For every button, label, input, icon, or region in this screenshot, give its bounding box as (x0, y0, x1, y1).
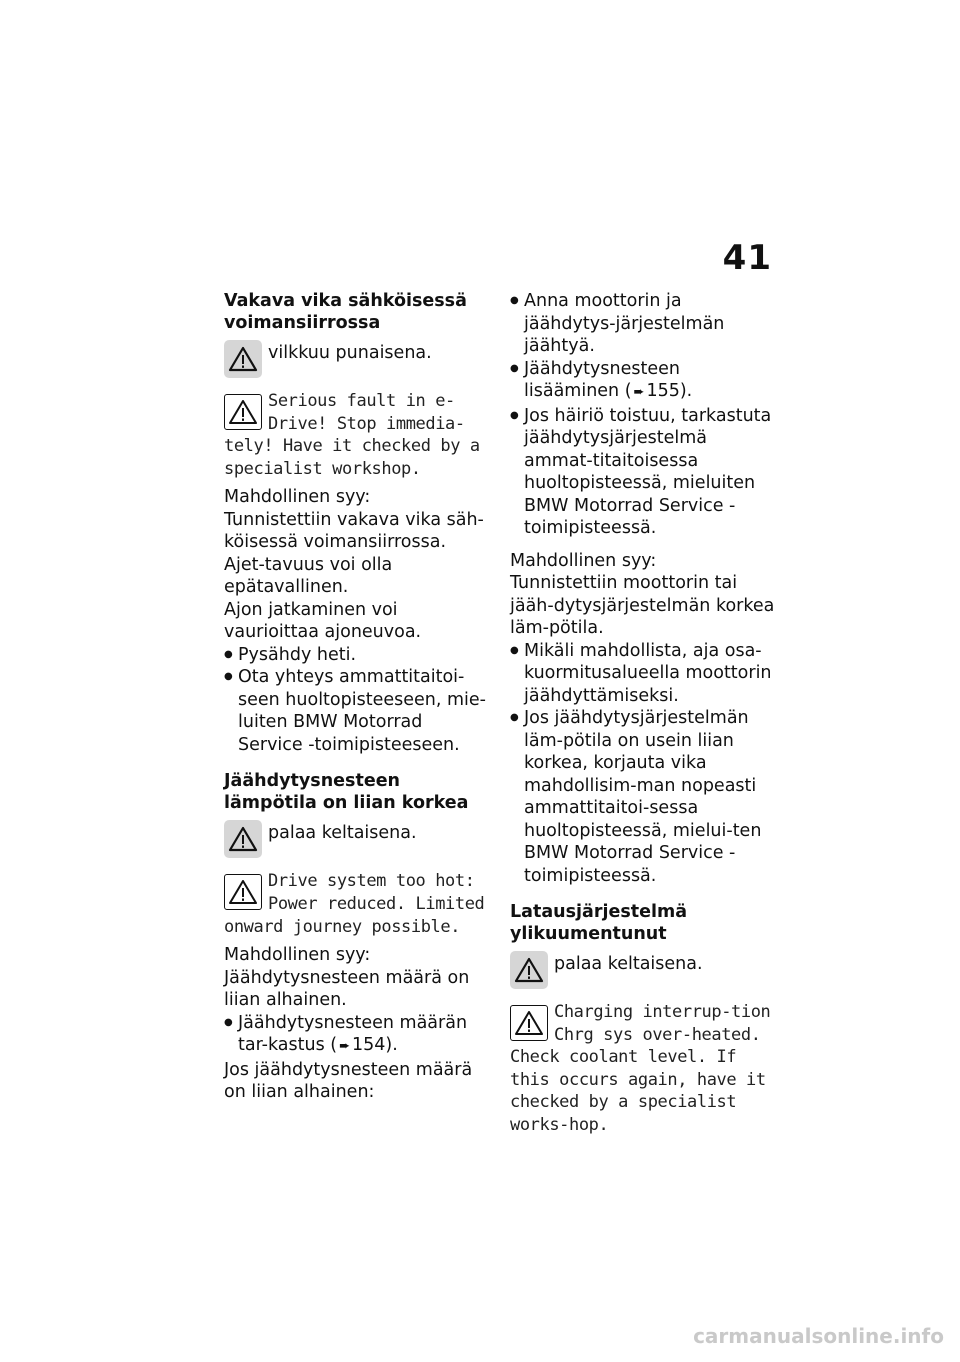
warning-light-text: palaa keltaisena. (554, 954, 703, 974)
right-column (510, 290, 778, 1137)
section-title-e-drive-fault: Vakava vika sähköisessä voimansiirrossa (224, 291, 467, 333)
list-item-text: Jäähdytysnesteen lisääminen ( (524, 358, 680, 401)
cause-label: Mahdollinen syy: (510, 550, 657, 571)
warning-light-text: vilkkuu punaisena. (268, 343, 432, 363)
warning-light-icon (224, 820, 262, 858)
list-item (510, 358, 778, 405)
warning-light-icon (224, 340, 262, 378)
section-title-charging-overheat: Latausjärjestelmä ylikuumentunut (510, 902, 688, 944)
page-reference-arrow-icon: ➨ (633, 385, 645, 400)
section-title-coolant-temp: Jäähdytysnesteen lämpötila on liian korkea (224, 771, 469, 814)
display-message-block (224, 870, 492, 938)
tail-text: Jos jäähdytysnesteen määrä on liian alhainen: (224, 1059, 473, 1103)
action-list (510, 290, 778, 540)
list-item-text: Jäähdytysnesteen määrän tar-kastus ( (238, 1012, 468, 1056)
extra-text: Ajon jatkaminen voi vaurioittaa ajoneuvoa. (224, 599, 422, 643)
warning-triangle-icon (510, 1005, 548, 1041)
watermark: carmanualsonline.info (693, 1324, 944, 1348)
cause-text: Tunnistettiin moottorin tai jääh-dytysjärjestelmän korkea läm-pötila. (510, 573, 775, 638)
list-item: ● Jos häiriö toistuu, tarkastuta jäähdytysjärjestelmä ammat-titaitoisessa huoltopisteessä, mieluiten BMW Motorrad Service -toimipisteessä. (510, 405, 778, 540)
list-item: ● Mikäli mahdollista, aja osa-kuormitusalueella moottorin jäähdyttämiseksi. (510, 640, 778, 708)
display-message: Drive system too hot: Power reduced. Limited onward journey possible. (224, 871, 485, 937)
list-item (224, 1012, 492, 1059)
display-message: Charging interrup-tion Chrg sys over-heated. Check coolant level. If this occurs again, have it checked by a specialist works-hop. (510, 1002, 771, 1135)
action-list (224, 1012, 492, 1059)
action-list (224, 644, 492, 757)
warning-light-text: palaa keltaisena. (268, 823, 417, 844)
cause-text: Tunnistettiin vakava vika säh-köisessä voimansiirrossa. Ajet-tavuus voi olla epätavallinen. (224, 509, 484, 598)
page-reference-arrow-icon: ➨ (339, 1039, 351, 1055)
list-item: ● Anna moottorin ja jäähdytys-järjestelmän jäähtyä. (510, 290, 778, 358)
list-item: ● Pysähdy heti. (224, 644, 492, 667)
left-column (224, 290, 492, 1104)
display-message: Serious fault in e-Drive! Stop immedia-tely! Have it checked by a specialist workshop. (224, 391, 480, 479)
list-item: ● Jos jäähdytysjärjestelmän läm-pötila on usein liian korkea, korjauta vika mahdollisim-man nopeasti ammattitaitoi-sessa huoltopisteessä, mielui-ten BMW Motorrad Service -toimipisteessä. (510, 707, 778, 887)
cause-label: Mahdollinen syy: (224, 487, 371, 508)
cause-label: Mahdollinen syy: (224, 945, 371, 966)
warning-triangle-icon (224, 394, 262, 430)
warning-triangle-icon (224, 874, 262, 910)
warning-light-row (224, 340, 492, 378)
page-number: 41 (722, 238, 772, 278)
warning-light-row (224, 820, 492, 858)
cause-text: Jäähdytysnesteen määrä on liian alhainen. (224, 967, 470, 1011)
list-item: ● Ota yhteys ammattitaitoi-seen huoltopisteeseen, mie-luiten BMW Motorrad Service -toimipisteeseen. (224, 666, 492, 756)
warning-light-row (510, 951, 778, 989)
warning-light-icon (510, 951, 548, 989)
action-list (510, 640, 778, 888)
page-reference[interactable]: 155). (646, 381, 693, 401)
display-message-block (224, 390, 492, 480)
display-message-block (510, 1001, 778, 1137)
page-reference[interactable]: 154). (352, 1035, 398, 1056)
